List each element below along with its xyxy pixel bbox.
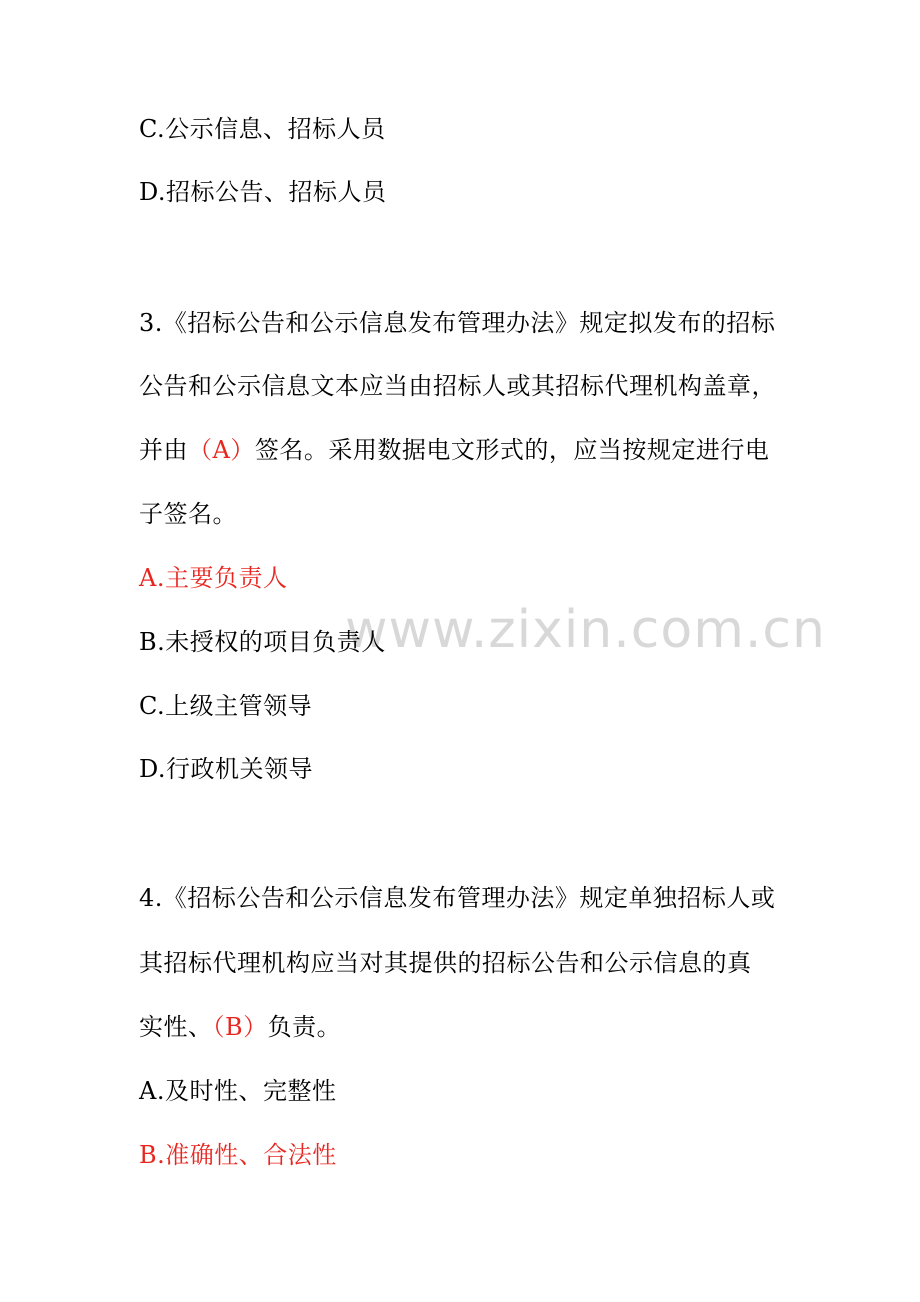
q4-question-line-2: 其招标代理机构应当对其提供的招标公告和公示信息的真 — [139, 949, 752, 977]
q3-option-d: D.行政机关领导 — [139, 755, 314, 783]
q4-question-line-3 — [139, 1012, 341, 1042]
q3-option-b: B.未授权的项目负责人 — [139, 628, 386, 656]
q2-option-d: D.招标公告、招标人员 — [139, 178, 387, 206]
q4-option-a: A.及时性、完整性 — [139, 1077, 337, 1105]
q3-question-line-2: 公告和公示信息文本应当由招标人或其招标代理机构盖章， — [139, 372, 776, 400]
q4-answer-marker: （B） — [212, 1013, 268, 1041]
q3-text-before-answer: 并由 — [139, 436, 188, 464]
q3-question-line-1: 3.《招标公告和公示信息发布管理办法》规定拟发布的招标 — [139, 309, 776, 337]
q3-question-line-3 — [139, 435, 769, 465]
q4-option-b-correct: B.准确性、合法性 — [139, 1141, 337, 1169]
q4-text-after-answer: 负责。 — [267, 1013, 342, 1041]
q3-answer-marker: （A） — [188, 436, 255, 464]
q3-text-after-answer: 签名。采用数据电文形式的，应当按规定进行电 — [254, 436, 770, 464]
q3-option-a-correct: A.主要负责人 — [139, 564, 288, 592]
q4-text-before-answer: 实性、 — [139, 1013, 213, 1041]
q4-question-line-1: 4.《招标公告和公示信息发布管理办法》规定单独招标人或 — [139, 884, 776, 912]
watermark: www.zixin.com.cn — [345, 600, 826, 660]
q3-question-line-4: 子签名。 — [139, 500, 237, 528]
q3-option-c: C.上级主管领导 — [139, 692, 313, 720]
q2-option-c: C.公示信息、招标人员 — [139, 115, 386, 143]
